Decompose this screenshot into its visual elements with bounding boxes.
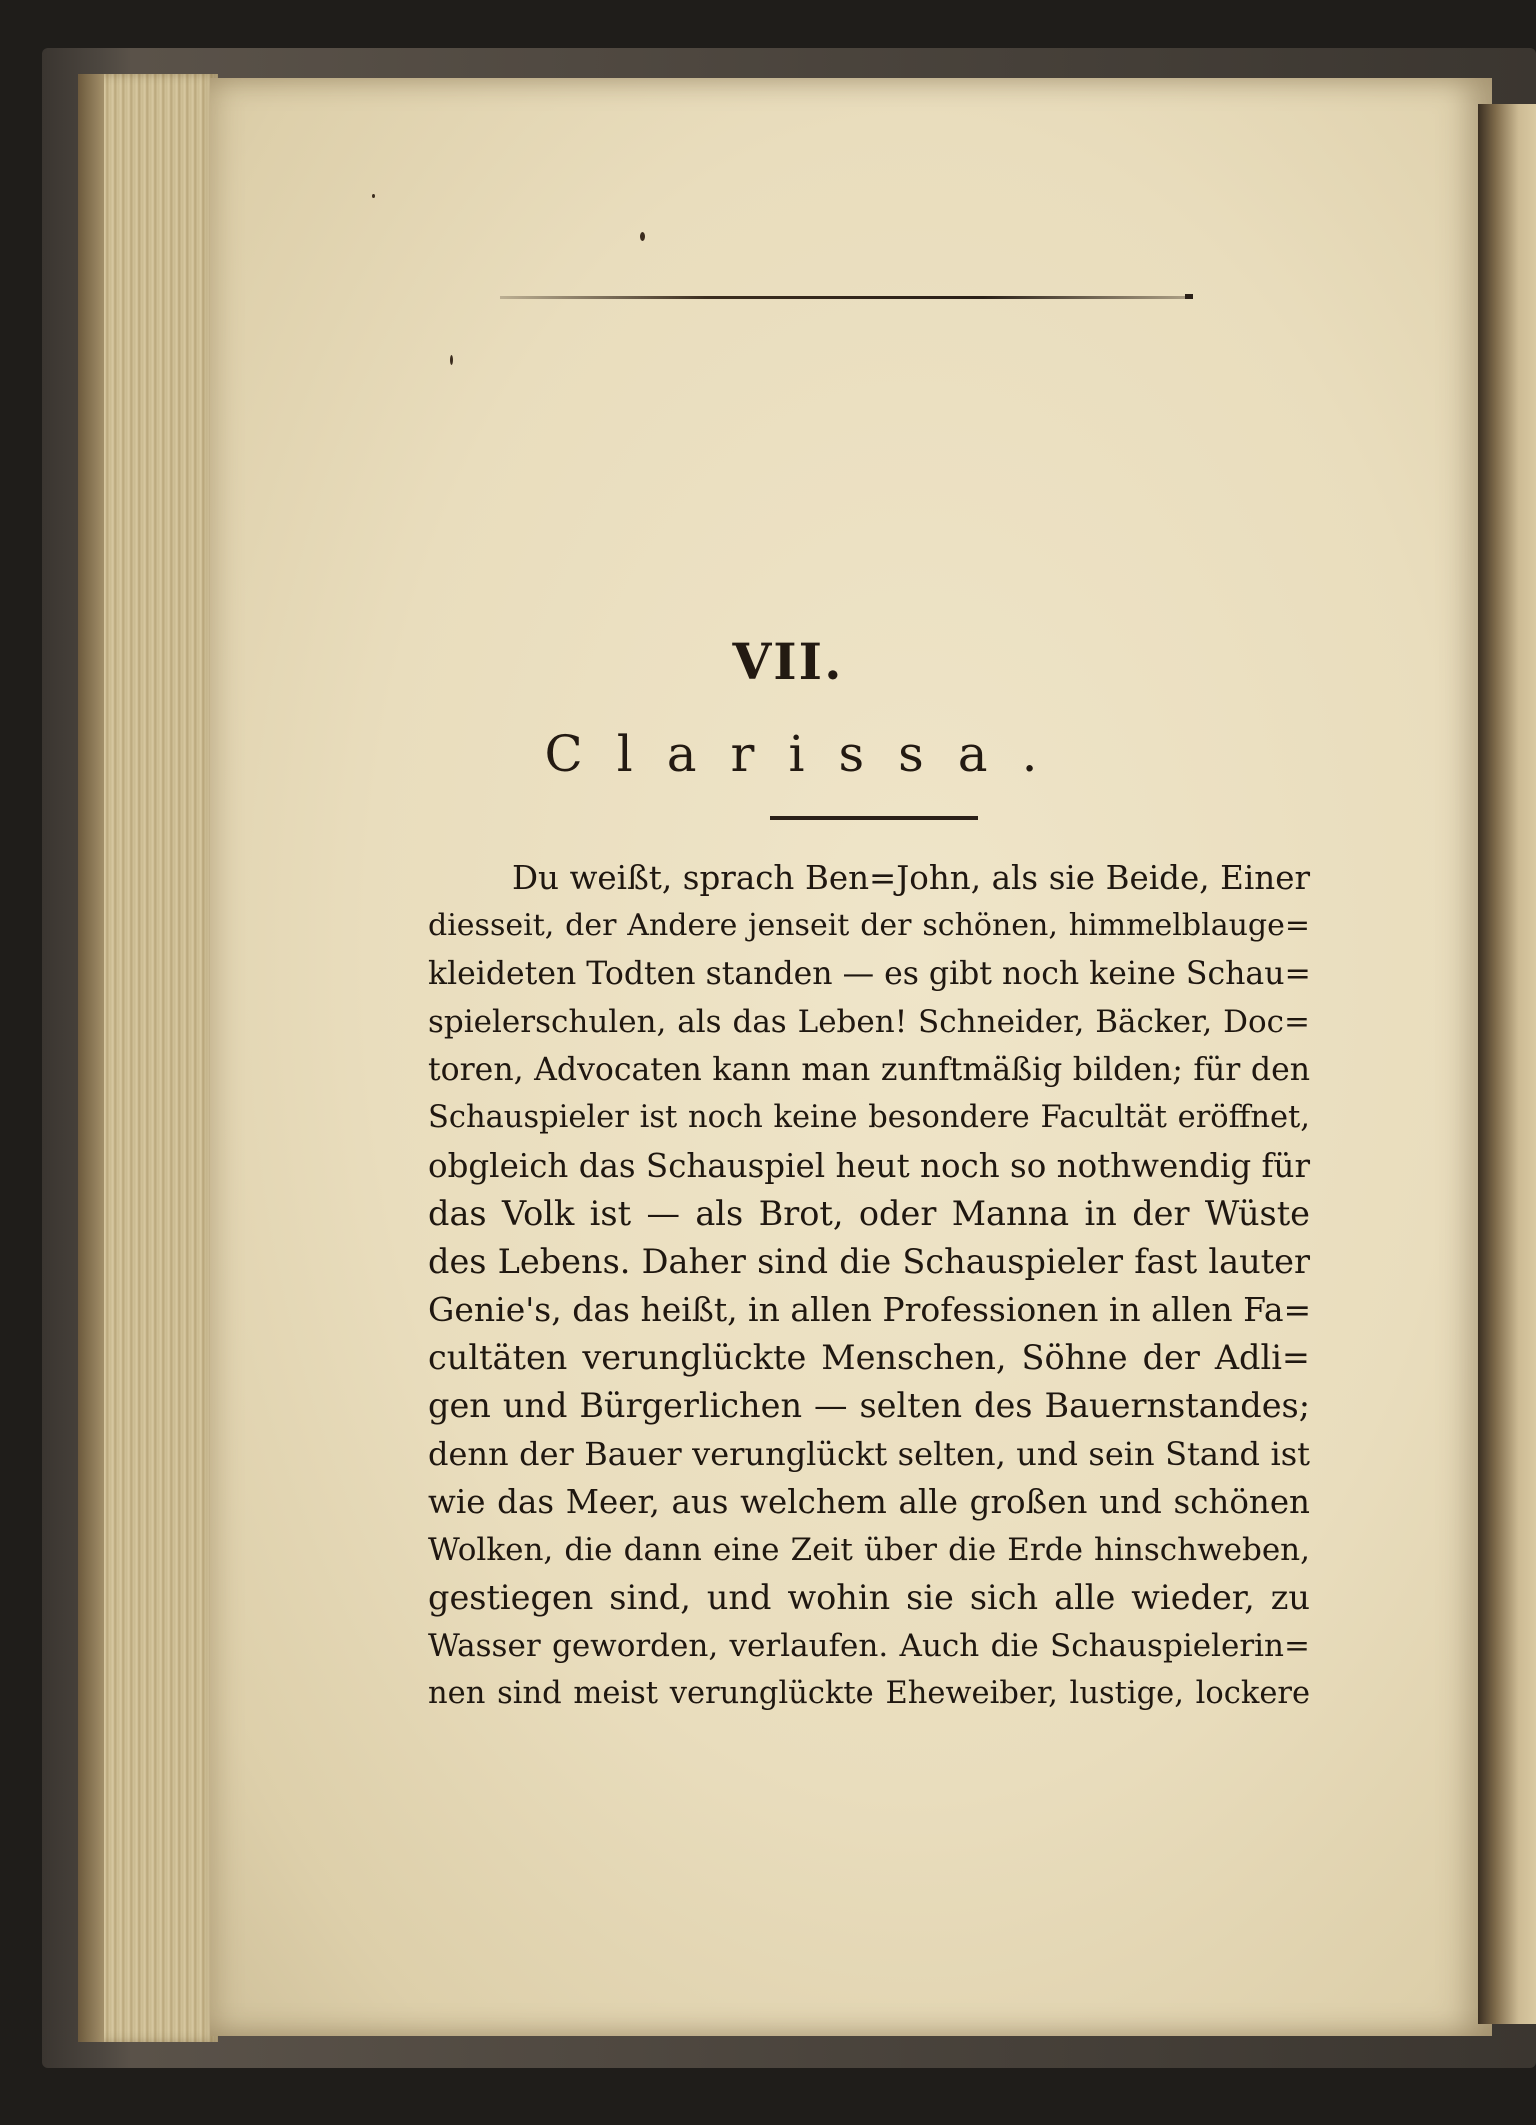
text-line: kleideten Todten standen — es gibt noch keine Schau=: [428, 956, 1311, 992]
body-text: [428, 854, 1310, 1718]
facing-page-gutter: [1478, 104, 1536, 2024]
text-line: Schauspieler ist noch keine besondere Facultät eröffnet,: [428, 1100, 1310, 1135]
text-line: gestiegen sind, und wohin sie sich alle wieder, zu: [428, 1578, 1310, 1617]
text-line: das Volk ist — als Brot, oder Manna in der Wüste: [428, 1194, 1310, 1233]
text-line: cultäten verunglückte Menschen, Söhne der Adli=: [428, 1338, 1310, 1377]
paper-speck: [450, 355, 453, 365]
text-line: obgleich das Schauspiel heut noch so nothwendig für: [428, 1147, 1310, 1185]
text-line: denn der Bauer verunglückt selten, und sein Stand ist: [428, 1435, 1310, 1473]
text-line: gen und Bürgerlichen — selten des Bauernstandes;: [428, 1386, 1310, 1425]
text-line: Wasser geworden, verlaufen. Auch die Schauspielerin=: [428, 1628, 1310, 1664]
header-rule: [500, 296, 1190, 299]
binding-shadow: [78, 74, 104, 2042]
chapter-number: VII.: [732, 632, 844, 691]
header-rule-end: [1185, 294, 1193, 299]
text-line: toren, Advocaten kann man zunftmäßig bilden; für den: [428, 1052, 1310, 1088]
title-rule: [770, 816, 978, 820]
text-line: Wolken, die dann eine Zeit über die Erde hinschweben,: [428, 1532, 1310, 1568]
text-line: des Lebens. Daher sind die Schauspieler fast lauter: [428, 1242, 1310, 1281]
text-line: nen sind meist verunglückte Eheweiber, lustige, lockere: [428, 1676, 1310, 1711]
text-line: Du weißt, sprach Ben=John, als sie Beide, Einer: [512, 859, 1310, 897]
text-line: spielerschulen, als das Leben! Schneider, Bäcker, Doc=: [428, 1004, 1310, 1040]
chapter-title: Clarissa.: [544, 725, 1072, 783]
text-line: wie das Meer, aus welchem alle großen und schönen: [428, 1483, 1310, 1521]
paper-speck: [372, 194, 375, 198]
text-line: Genie's, das heißt, in allen Professionen in allen Fa=: [428, 1290, 1312, 1329]
paper-speck: [640, 232, 645, 241]
text-line: diesseit, der Andere jenseit der schönen, himmelblauge=: [428, 908, 1310, 943]
